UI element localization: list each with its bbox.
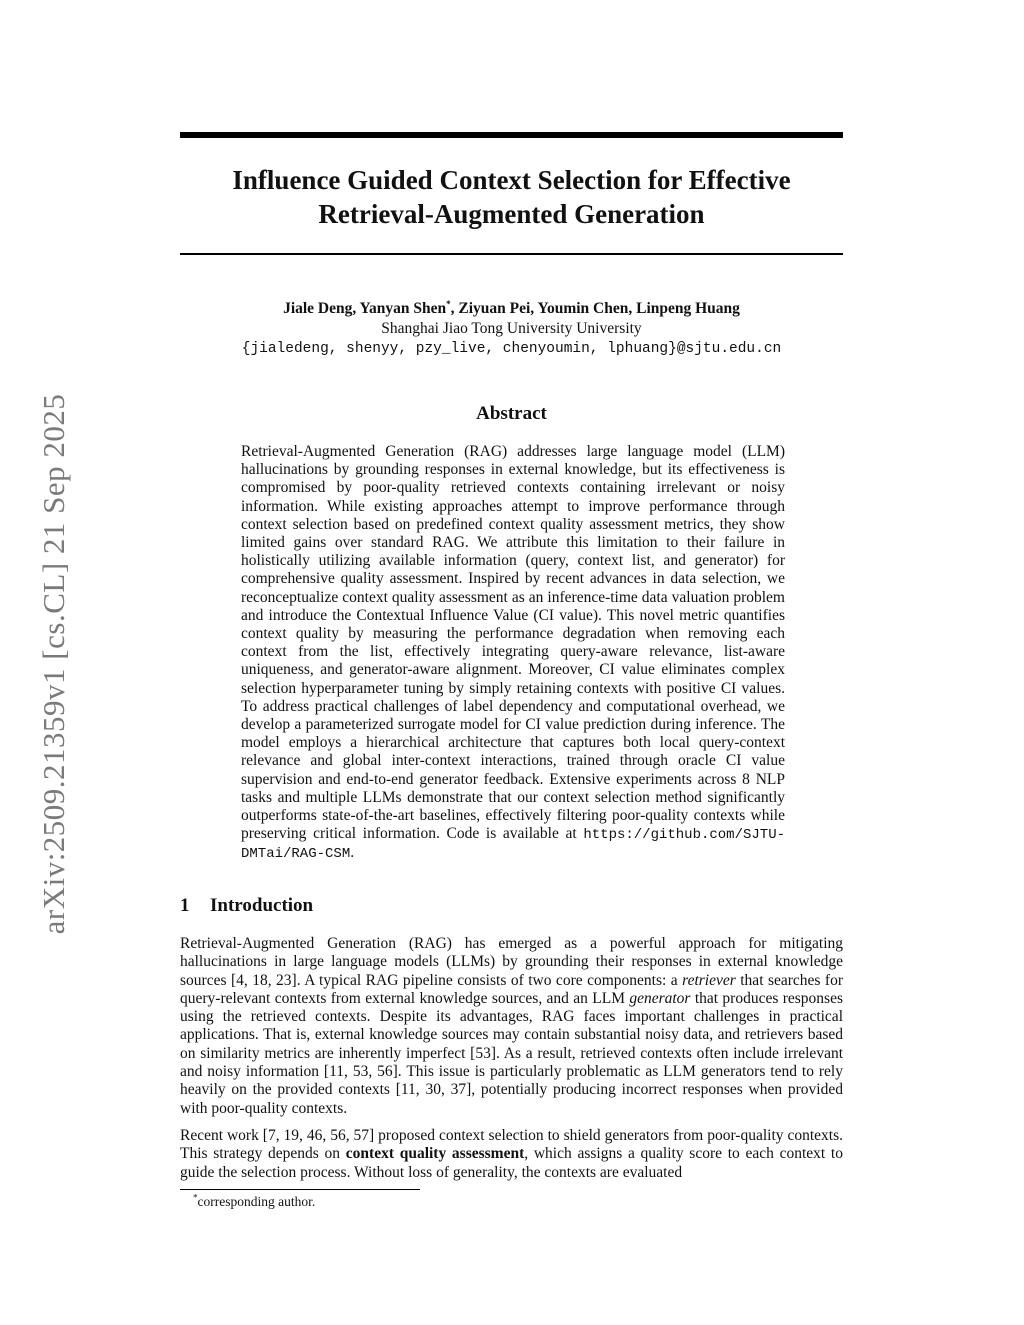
title-bottom-rule xyxy=(180,253,843,255)
intro-p1-text-a: Retrieval-Augmented Generation (RAG) has emerged as a powerful approach for mitigating hallucinations in large language models (LLMs) by grounding their responses in external knowledge sources [4, 18, 23]. A typical RAG pipeline consists of two core components: a xyxy=(180,935,843,989)
intro-p1-emphasis-retriever: retriever xyxy=(682,971,736,989)
author-names xyxy=(180,299,843,319)
title-top-rule xyxy=(180,132,843,138)
author-block xyxy=(180,299,843,359)
author-emails: {jialedeng, shenyy, pzy_live, chenyoumin, lphuang}@sjtu.edu.cn xyxy=(241,341,782,357)
section-title: Introduction xyxy=(210,895,314,916)
introduction-body xyxy=(180,935,843,1191)
section-heading-introduction xyxy=(180,894,843,918)
intro-p2-bold-term: context quality assessment xyxy=(345,1145,525,1163)
paper-title-line-1: Influence Guided Context Selection for Effective xyxy=(232,165,791,195)
arxiv-identifier-stamp xyxy=(32,373,76,955)
abstract-body xyxy=(241,443,785,864)
author-names-rest: , Ziyuan Pei, Youmin Chen, Linpeng Huang xyxy=(450,300,740,317)
footnote-text: corresponding author. xyxy=(197,1194,316,1209)
footnote xyxy=(193,1193,315,1210)
intro-p2-text-a: Recent work [7, 19, 46, 56, 57] proposed context selection to shield generators from poor-quality contexts. This strategy depends on xyxy=(180,1126,843,1163)
intro-p2-text-b: , which assigns a quality score to each context to guide the selection process. Without loss of generality, the contexts are evaluated xyxy=(180,1145,843,1181)
introduction-paragraph-1 xyxy=(180,935,843,1118)
intro-p1-emphasis-generator: generator xyxy=(629,989,691,1007)
abstract-code-prefix: Code is available at xyxy=(446,825,584,843)
footnote-mark: * xyxy=(193,1192,198,1203)
intro-p1-text-c: that produces responses using the retrieved contexts. Despite its advantages, RAG faces important challenges in practical applications. That is, external knowledge sources may contain substantial noisy data, and retrievers based on similarity metrics are inherently imperfect [53]. As a result, retrieved contexts often include irrelevant and noisy information [11, 53, 56]. This issue is particularly problematic as LLM generators tend to rely heavily on the provided contexts [11, 30, 37], potentially producing incorrect responses when provided with poor-quality contexts. xyxy=(180,989,843,1117)
arxiv-identifier-text: arXiv:2509.21359v1 [cs.CL] 21 Sep 2025 xyxy=(36,393,71,935)
author-affiliation: Shanghai Jiao Tong University University xyxy=(381,320,642,337)
abstract-text: Retrieval-Augmented Generation (RAG) addresses large language model (LLM) hallucinations by grounding responses in external knowledge, but its effectiveness is compromised by poor-quality retrieved contexts containing irrelevant or noisy information. While existing approaches attempt to improve performance through context selection based on predefined context quality assessment metrics, they show limited gains over standard RAG. We attribute this limitation to their failure in holistically utilizing available information (query, context list, and generator) for comprehensive quality assessment. Inspired by recent advances in data selection, we reconceptualize context quality assessment as an inference-time data valuation problem and introduce the Contextual Influence Value (CI value). This novel metric quantifies context quality by measuring the performance degradation when removing each context from the list, effectively integrating query-aware relevance, list-aware uniqueness, and generator-aware alignment. Moreover, CI value eliminates complex selection hyperparameter tuning by simply retaining contexts with positive CI values. To address practical challenges of label dependency and computational overhead, we develop a parameterized surrogate model for CI value prediction during inference. The model employs a hierarchical architecture that captures both local query-context relevance and global inter-context interactions, trained through oracle CI value supervision and end-to-end generator feedback. Extensive experiments across 8 NLP tasks and multiple LLMs demonstrate that our context selection method significantly outperforms state-of-the-art baselines, effectively filtering poor-quality contexts while preserving critical information. xyxy=(241,443,785,843)
paper-title xyxy=(180,163,843,231)
corresponding-author-mark: * xyxy=(446,298,451,309)
code-repository-link[interactable]: https://github.com/SJTU-DMTai/RAG-CSM xyxy=(241,827,785,863)
abstract-heading: Abstract xyxy=(476,403,547,424)
intro-p1-text-b: that searches for query-relevant contexts from external knowledge sources, and an LLM xyxy=(180,971,844,1007)
paper-title-line-2: Retrieval-Augmented Generation xyxy=(318,199,705,229)
author-names-first: Jiale Deng, Yanyan Shen xyxy=(283,300,447,317)
section-number: 1 xyxy=(180,895,190,916)
abstract-code-suffix: . xyxy=(350,844,355,862)
footnote-rule xyxy=(180,1189,420,1190)
introduction-paragraph-2 xyxy=(180,1127,843,1182)
